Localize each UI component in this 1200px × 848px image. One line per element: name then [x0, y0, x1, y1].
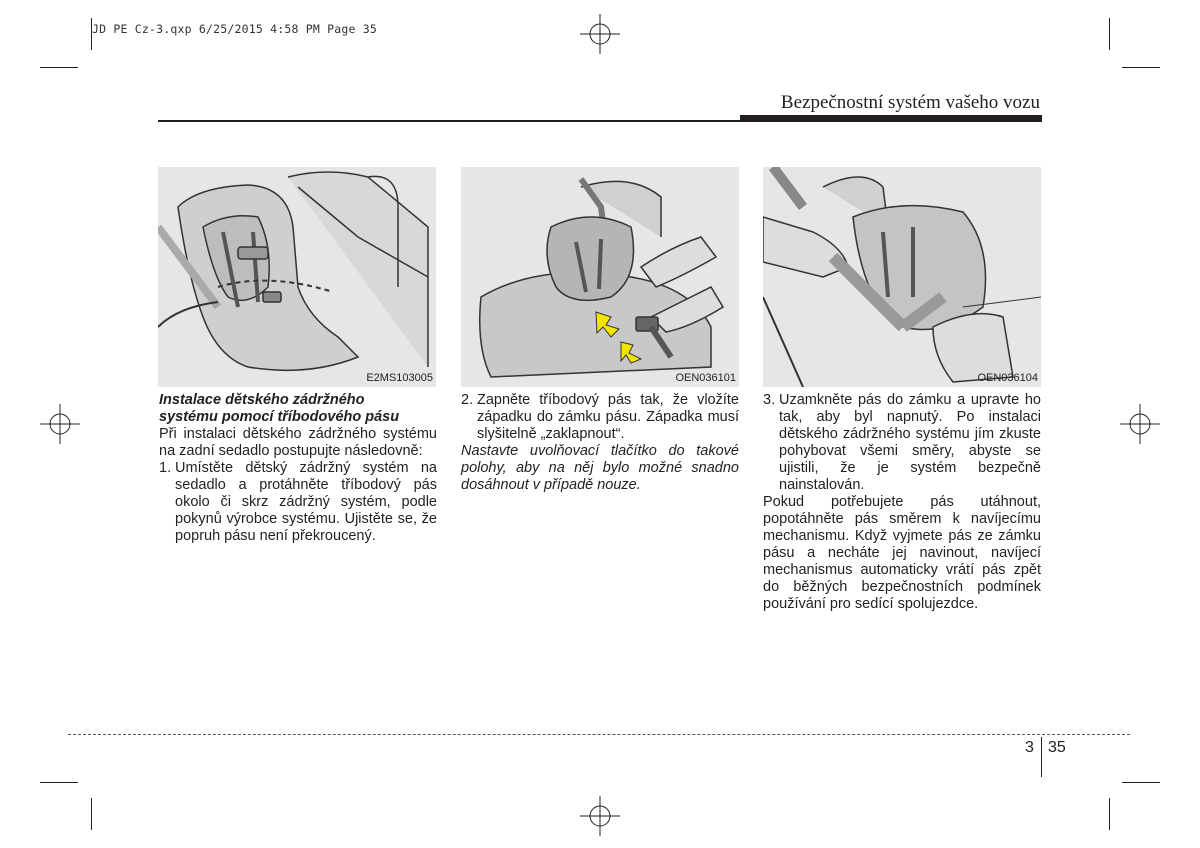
step-2	[461, 392, 739, 443]
figure-code: OEN036101	[675, 372, 736, 384]
child-seat-illustration	[158, 167, 436, 387]
crop-mark	[40, 67, 78, 68]
step-number: 3.	[763, 392, 776, 408]
crop-mark	[1109, 18, 1110, 50]
note-paragraph: Nastavte uvolňovací tlačítko do takové polohy, aby na něj bylo možné snadno dosáhnout v případě nouze.	[461, 443, 739, 493]
step-number: 1.	[159, 460, 172, 476]
step-1	[159, 460, 437, 545]
footer-separator	[1041, 737, 1042, 777]
step-number: 2.	[461, 392, 474, 408]
column-1	[159, 392, 437, 545]
figure-code: E2MS103005	[366, 372, 433, 384]
tighten-paragraph: Pokud potřebujete pás utáhnout, popotáhněte pás směrem k navíjecímu mechanismu. Když vyjmete pás ze zámku pásu a necháte jej navinout, navíjecí mechanismus automaticky vrátí pás zpět do běžných bezpečnostních podmínek používání pro sedící spolujezdce.	[763, 494, 1041, 612]
heading-line-1: Instalace dětského zádržného	[159, 392, 365, 408]
section-title: Bezpečnostní systém vašeho vozu	[780, 92, 1040, 113]
step-3	[763, 392, 1041, 494]
crop-mark	[1122, 67, 1160, 68]
page-number: 35	[1048, 739, 1066, 756]
chapter-number: 3	[1025, 739, 1034, 756]
figure-tighten-belt	[763, 167, 1041, 387]
crop-mark	[91, 798, 92, 830]
tighten-belt-illustration	[763, 167, 1041, 387]
header-rule	[158, 120, 740, 122]
footer-dashed-rule	[68, 734, 1130, 735]
print-slug-line: JD PE Cz-3.qxp 6/25/2015 4:58 PM Page 35	[92, 22, 377, 36]
heading-line-2: systému pomocí tříbodového pásu	[159, 409, 400, 425]
intro-paragraph: Při instalaci dětského zádržného systému na zadní sedadlo postupujte následovně:	[159, 426, 437, 459]
crop-mark	[1109, 798, 1110, 830]
column-2	[461, 392, 739, 494]
registration-mark-icon	[1120, 404, 1160, 444]
registration-mark-icon	[40, 404, 80, 444]
registration-mark-icon	[580, 796, 620, 836]
step-text: Umístěte dětský zádržný systém na sedadlo a protáhněte tříbodový pás okolo či skrz zádržný systém, podle pokynů výrobce systému. Ujistěte se, že popruh pásu není překroucený.	[175, 460, 437, 544]
crop-mark	[40, 782, 78, 783]
column-3	[763, 392, 1041, 613]
figure-child-seat-rear	[158, 167, 436, 387]
crop-mark	[91, 18, 92, 50]
registration-mark-icon	[580, 14, 620, 54]
crop-mark	[1122, 782, 1160, 783]
step-text: Uzamkněte pás do zámku a upravte ho tak, aby byl napnutý. Po instalaci dětského zádržného systému jím zkuste pohybovat všemi směry, abyste se ujistili, že je systém bezpečně nainstalován.	[779, 392, 1041, 493]
header-rule-thick	[740, 115, 1042, 122]
step-text: Zapněte tříbodový pás tak, že vložíte západku do zámku pásu. Západka musí slyšitelně „zaklapnout“.	[477, 392, 739, 442]
buckle-illustration	[461, 167, 739, 387]
section-heading	[159, 392, 437, 426]
figure-code: OEN036104	[977, 372, 1038, 384]
figure-buckle-insert	[461, 167, 739, 387]
